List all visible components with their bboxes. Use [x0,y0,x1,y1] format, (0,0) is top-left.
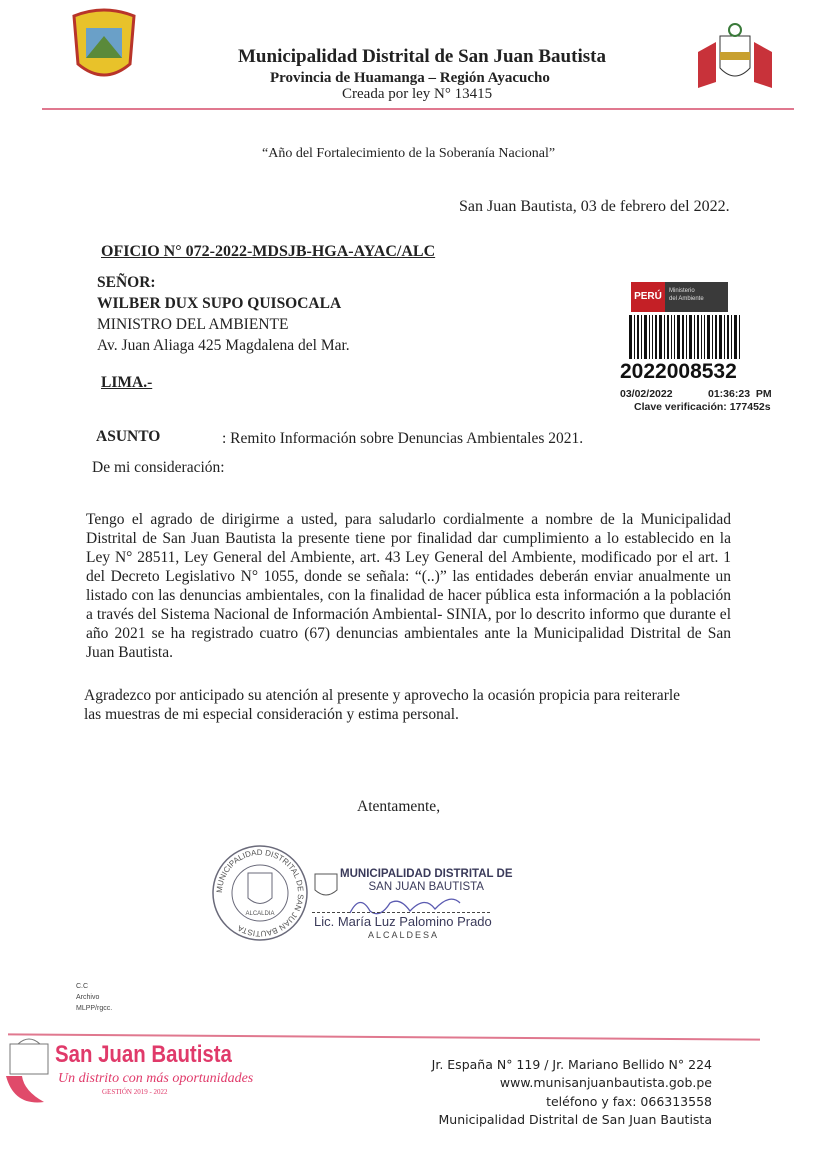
footer-tagline: Un distrito con más oportunidades [58,1071,254,1086]
barcode-bar [701,315,702,359]
signature-org-line2: SAN JUAN BAUTISTA [368,881,484,893]
barcode-bar [727,315,729,359]
barcode-bar [677,315,680,359]
year-motto: “Año del Fortalecimiento de la Soberanía Nacional” [262,146,556,161]
signature-crest-icon [312,870,340,900]
signature-line [312,912,490,913]
barcode-bar [652,315,653,359]
barcode-bar [629,315,632,359]
barcode-bar [641,315,642,359]
seal-ring-text: MUNICIPALIDAD DISTRITAL DE SAN JUAN BAUTISTA [214,847,306,939]
municipal-crest-logo [68,6,140,86]
barcode-bar [634,315,635,359]
footer-phone: teléfono y fax: 066313558 [546,1094,712,1109]
barcode [629,315,749,359]
barcode-bar [719,315,722,359]
recipient-city: LIMA.- [101,374,153,391]
subject-text: : Remito Información sobre Denuncias Ambientales 2021. [222,430,584,447]
footer-web[interactable]: www.munisanjuanbautista.gob.pe [499,1075,712,1090]
header-subtitle: Provincia de Huamanga – Región Ayacucho [270,70,550,86]
body-paragraph: Tengo el agrado de dirigirme a usted, para saludarlo cordialmente a nombre de la Municipalidad Distrital de San Juan Bautista la presente tiene por finalidad dar cumplimiento a lo establecido en la Ley N° 28511, Ley General del Ambiente, art. 43 Ley General del Ambiente, modificado por el art. 1 del Decreto Legislativo N° 1055, donde se señala: “(..)” las entidades deberán enviar anualmente un listado con las denuncias ambientales, con la finalidad de hacer pública esta información a la población a través del Sistema Nacional de Información Ambiental- SINIA, por lo descrito informo que durante el año 2021 se ha registrado cuatro (67) denuncias ambientales ante la Municipalidad Distrital de San Juan Bautista. [86,511,731,661]
barcode-bar [689,315,692,359]
signer-name: Lic. María Luz Palomino Prado [314,914,492,929]
barcode-bar [697,315,699,359]
barcode-bar [739,315,740,359]
footer-brand: San Juan Bautista [55,1041,232,1068]
barcode-bar [644,315,647,359]
reference-number: OFICIO N° 072-2022-MDSJB-HGA-AYAC/ALC [101,243,436,260]
place-date: San Juan Bautista, 03 de febrero del 2022. [459,198,730,215]
barcode-bar [724,315,725,359]
barcode-bar [686,315,687,359]
header-law: Creada por ley N° 13415 [342,86,493,102]
national-coat-of-arms [694,22,776,94]
barcode-bar [731,315,732,359]
body-paragraph: Agradezco por anticipado su atención al presente y aprovecho la ocasión propicia para reiterarle las muestras de mi especial consideración y estima personal. [84,687,681,723]
svg-text:MUNICIPALIDAD DISTRITAL DE SAN [215,848,305,938]
header-divider [42,108,794,110]
recipient-block [97,272,350,356]
greeting: De mi consideración: [92,459,225,476]
recipient-address: Av. Juan Aliaga 425 Magdalena del Mar. [97,337,350,354]
receipt-verification: Clave verificación: 177452s [634,401,771,413]
receipt-date: 03/02/2022 [620,388,673,400]
footer-gestion: GESTIÓN 2019 - 2022 [102,1088,168,1096]
footer-church-hands-logo [4,1036,54,1106]
recipient-position: MINISTRO DEL AMBIENTE [97,316,289,333]
barcode-bar [704,315,705,359]
barcode-bar [734,315,737,359]
barcode-bar [664,315,665,359]
recipient-salutation: SEÑOR: [97,274,156,291]
barcode-bar [674,315,675,359]
header-title: Municipalidad Distrital de San Juan Bautista [238,46,606,67]
barcode-bar [671,315,672,359]
barcode-bar [649,315,650,359]
cc-line: C.C [76,983,89,990]
barcode-bar [715,315,717,359]
footer-org: Municipalidad Distrital de San Juan Bautista [438,1112,712,1127]
ministry-line1: Ministerio [669,288,695,294]
recipient-name: WILBER DUX SUPO QUISOCALA [97,295,342,312]
ministry-line2: del Ambiente [669,296,704,302]
cc-line: Archivo [76,994,100,1001]
peru-label: PERÚ [631,282,665,312]
receipt-time: 01:36:23 PM [708,388,772,400]
mayor-office-seal [210,843,310,943]
cc-line: MLPP/rgcc. [76,1005,113,1012]
ministry-banner [631,282,728,312]
cc-block [76,981,112,1014]
subject-label: ASUNTO [96,428,161,445]
barcode-bar [659,315,662,359]
footer-address: Jr. España N° 119 / Jr. Mariano Bellido N° 224 [431,1057,712,1072]
barcode-bar [667,315,669,359]
barcode-bar [712,315,713,359]
barcode-bar [707,315,710,359]
signature-org [340,868,513,894]
signer-role: ALCALDESA [368,930,440,940]
barcode-bar [637,315,639,359]
barcode-bar [694,315,695,359]
barcode-bar [655,315,657,359]
footer-divider [8,1033,760,1040]
signature-org-line1: MUNICIPALIDAD DISTRITAL DE [340,868,513,880]
barcode-bar [682,315,684,359]
seal-center-text: ALCALDIA [245,911,275,917]
closing: Atentamente, [357,798,441,815]
receipt-number: 2022008532 [620,360,737,383]
